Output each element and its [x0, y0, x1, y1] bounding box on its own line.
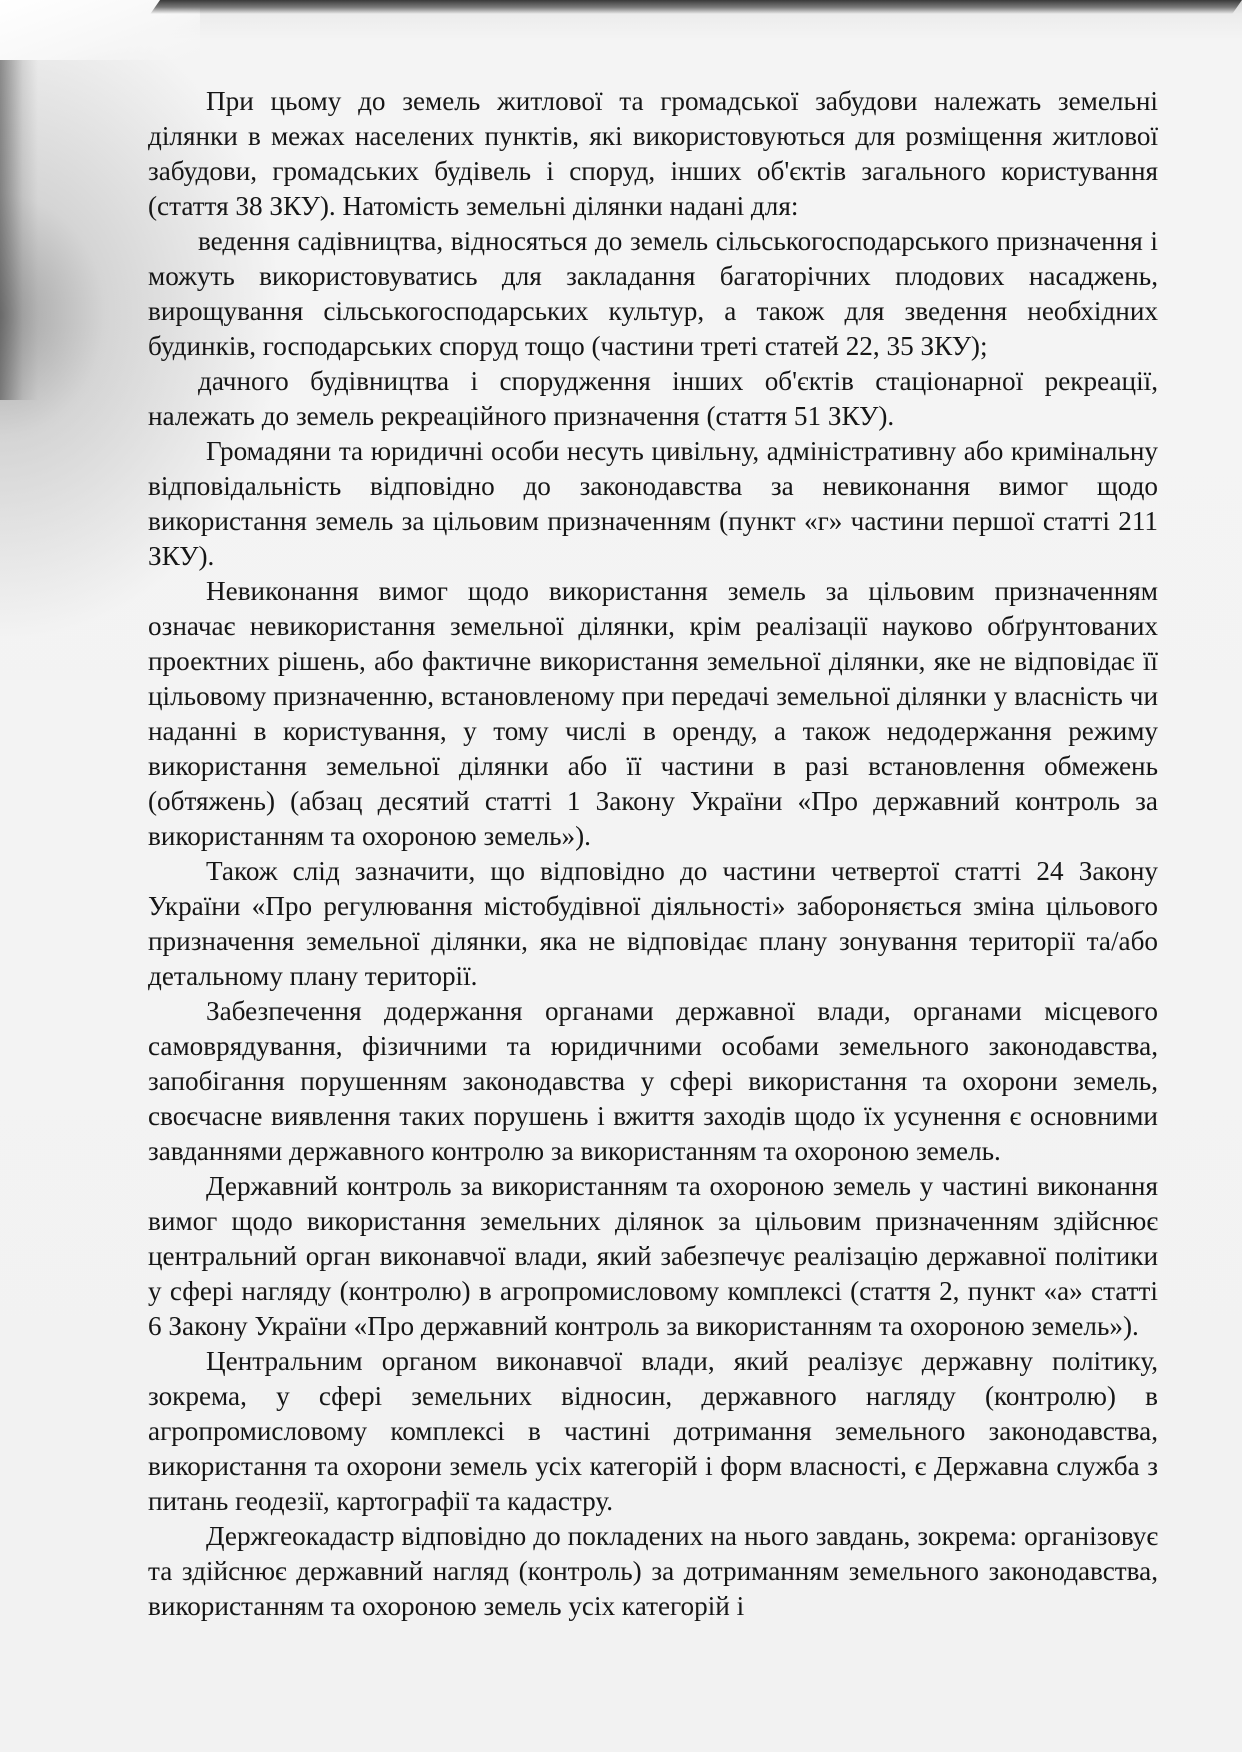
paragraph-7: Забезпечення додержання органами державної влади, органами місцевого самоврядування, фізичними та юридичними особами земельного законодавства, запобігання порушенням законодавства у сфері використання та охорони земель, своєчасне виявлення таких порушень і вжиття заходів щодо їх усунення є основними завданнями державного контролю за використанням та охороною земель. — [148, 996, 1158, 1166]
paragraph-9: Центральним органом виконавчої влади, який реалізує державну політику, зокрема, у сфері земельних відносин, державного нагляду (контролю) в агропромисловому комплексі в частині дотримання земельного законодавства, використання та охорони земель усіх категорій і форм власності, є Державна служба з питань геодезії, картографії та кадастру. — [148, 1346, 1158, 1516]
paragraph-4: Громадяни та юридичні особи несуть цивільну, адміністративну або кримінальну відповідальність відповідно до законодавства за невиконання вимог щодо використання земель за цільовим призначенням (пункт «г» частини першої статті 211 ЗКУ). — [148, 436, 1158, 571]
paragraph-6: Також слід зазначити, що відповідно до частини четвертої статті 24 Закону України «Про регулювання містобудівної діяльності» забороняється зміна цільового призначення земельної ділянки, яка не відповідає плану зонування території та/або детальному плану території. — [148, 856, 1158, 991]
paragraph-3: дачного будівництва і спорудження інших об'єктів стаціонарної рекреації, належать до земель рекреаційного призначення (стаття 51 ЗКУ). — [148, 366, 1158, 431]
paragraph-10: Держгеокадастр відповідно до покладених на нього завдань, зокрема: організовує та здійснює державний нагляд (контроль) за дотриманням земельного законодавства, використанням та охороною земель усіх категорій і — [148, 1521, 1158, 1621]
page-left-shadow — [0, 60, 38, 400]
paragraph-1: При цьому до земель житлової та громадської забудови належать земельні ділянки в межах населених пунктів, які використовуються для розміщення житлової забудови, громадських будівель і споруд, інших об'єктів загального користування (стаття 38 ЗКУ). Натомість земельні ділянки надані для: — [148, 86, 1158, 221]
page-top-edge-shadow — [150, 0, 1242, 14]
document-body — [148, 84, 1158, 1624]
paragraph-2: ведення садівництва, відносяться до земель сільськогосподарського призначення і можуть використовуватись для закладання багаторічних плодових насаджень, вирощування сільськогосподарських культур, а також для зведення необхідних будинків, господарських споруд тощо (частини треті статей 22, 35 ЗКУ); — [148, 226, 1158, 361]
paragraph-8: Державний контроль за використанням та охороною земель у частині виконання вимог щодо використання земельних ділянок за цільовим призначенням здійснює центральний орган виконавчої влади, який забезпечує реалізацію державної політики у сфері нагляду (контролю) в агропромисловому комплексі (стаття 2, пункт «а» статті 6 Закону України «Про державний контроль за використанням та охороною земель»). — [148, 1171, 1158, 1341]
paragraph-5: Невиконання вимог щодо використання земель за цільовим призначенням означає невикористання земельної ділянки, крім реалізації науково обґрунтованих проектних рішень, або фактичне використання земельної ділянки, яке не відповідає її цільовому призначенню, встановленому при передачі земельної ділянки у власність чи наданні в користування, у тому числі в оренду, а також недодержання режиму використання земельної ділянки або її частини в разі встановлення обмежень (обтяжень) (абзац десятий статті 1 Закону України «Про державний контроль за використанням та охороною земель»). — [148, 576, 1158, 851]
